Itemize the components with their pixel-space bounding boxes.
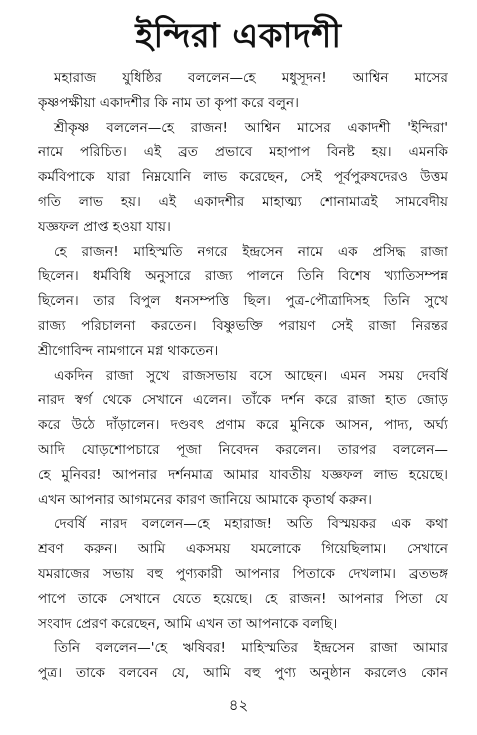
text-line: যমরাজের সভায় বহু পুণ্যকারী আপনার পিতাকে দেখলাম। ব্রতভঙ্গ xyxy=(38,565,448,582)
text-line: নারদ স্বর্গ থেকে সেখানে এলেন। তাঁকে দর্শন করে রাজা হাত জোড় xyxy=(38,392,448,409)
text-line: কর্মবিপাকে যারা নিম্নযোনি লাভ করেছেন, সেই পূর্বপুরুষদেরও উত্তম xyxy=(38,169,448,186)
text-line: শ্রীগোবিন্দ নামগানে মগ্ন থাকতেন। xyxy=(38,342,219,359)
text-line: এখন আপনার আগমনের কারণ জানিয়ে আমাকে কৃতার্থ করুন। xyxy=(38,491,373,508)
body-text xyxy=(38,66,448,686)
page-number: ৪২ xyxy=(228,696,249,714)
text-line: নামে পরিচিত। এই ব্রত প্রভাবে মহাপাপ বিনষ্ট হয়। এমনকি xyxy=(38,144,448,161)
text-line: ছিলেন। তার বিপুল ধনসম্পত্তি ছিল। পুত্র-পৌত্রাদিসহ তিনি সুখে xyxy=(38,293,448,310)
text-line: করে উঠে দাঁড়ালেন। দণ্ডবৎ প্রণাম করে মুনিকে আসন, পাদ্য, অর্ঘ্য xyxy=(38,417,448,434)
paragraph xyxy=(38,512,448,636)
text-line: পুত্র। তাকে বলবেন যে, আমি বহু পুণ্য অনুষ্ঠান করলেও কোন xyxy=(38,665,448,682)
paragraph xyxy=(38,636,448,686)
text-line: শ্রবণ করুন। আমি একসময় যমলোকে গিয়েছিলাম। সেখানে xyxy=(38,541,448,558)
text-line: মহারাজ যুধিষ্ঠির বললেন—হে মধুসূদন! আশ্বিন মাসের xyxy=(54,70,448,86)
text-line: কৃষ্ণপক্ষীয়া একাদশীর কি নাম তা কৃপা করে বলুন। xyxy=(38,94,299,111)
text-line: হে রাজন! মাহিস্মতি নগরে ইন্দ্রসেন নামে এক প্রসিদ্ধ রাজা xyxy=(54,243,448,260)
text-line: গতি লাভ হয়। এই একাদশীর মাহাত্ম্য শোনামাত্রই সামবেদীয় xyxy=(38,193,448,210)
text-line: সংবাদ প্রেরণ করেছেন, আমি এখন তা আপনাকে বলছি। xyxy=(38,615,338,632)
text-line: তিনি বললেন—'হে ঋষিবর! মাহিস্মতির ইন্দ্রসেন রাজা আমার xyxy=(54,640,448,657)
paragraph xyxy=(38,66,448,116)
page-title: ইন্দিরা একাদশী xyxy=(135,16,342,56)
paragraph xyxy=(38,116,448,240)
text-line: শ্রীকৃষ্ণ বললেন—হে রাজন! আশ্বিন মাসের একাদশী 'ইন্দিরা' xyxy=(54,119,448,136)
text-line: হে মুনিবর! আপনার দর্শনমাত্র আমার যাবতীয় যজ্ঞফল লাভ হয়েছে। xyxy=(38,466,448,483)
text-line: যজ্ঞফল প্রাপ্ত হওয়া যায়। xyxy=(38,218,171,235)
text-line: ছিলেন। ধর্মবিধি অনুসারে রাজ্য পালনে তিনি বিশেষ খ্যাতিসম্পন্ন xyxy=(38,268,448,285)
text-line: পাপে তাকে সেখানে যেতে হয়েছে। হে রাজন! আপনার পিতা যে xyxy=(38,590,448,607)
paragraph xyxy=(38,364,448,513)
text-line: একদিন রাজা সুখে রাজসভায় বসে আছেন। এমন সময় দেবর্ষি xyxy=(54,367,448,384)
text-line: আদি যোড়শোপচারে পূজা নিবেদন করলেন। তারপর বললেন— xyxy=(38,441,448,458)
text-line: রাজ্য পরিচালনা করতেন। বিষ্ণুভক্তি পরায়ণ সেই রাজা নিরন্তর xyxy=(38,317,448,334)
paragraph xyxy=(38,240,448,364)
text-line: দেবর্ষি নারদ বললেন—হে মহারাজ! অতি বিস্ময়কর এক কথা xyxy=(54,516,448,533)
